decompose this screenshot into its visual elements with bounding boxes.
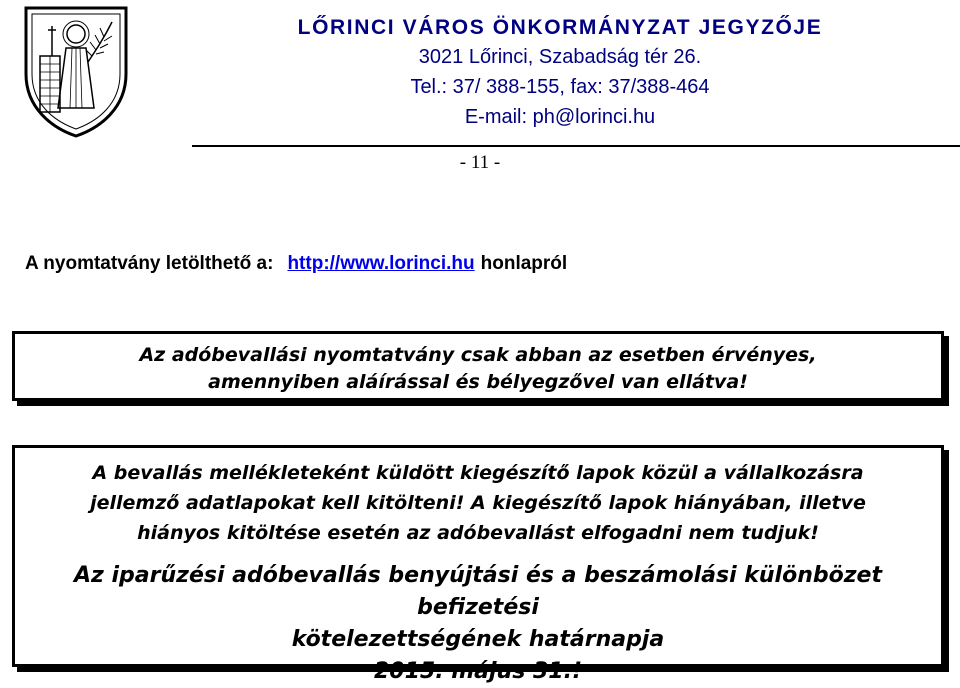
attachments-notice-line-3: hiányos kitöltése esetén az adóbevallást elfogadni nem tudjuk! (137, 522, 819, 544)
page-number: - 11 - (459, 152, 501, 173)
header-divider (192, 145, 960, 147)
deadline-line-2: kötelezettségének határnapja (291, 627, 665, 652)
letterhead (190, 14, 930, 132)
download-suffix: honlapról (480, 253, 568, 274)
office-phone-fax: Tel.: 37/ 388-155, fax: 37/388-464 (410, 76, 710, 98)
signature-notice-line-2: amennyiben aláírással és bélyegzővel van ellátva! (208, 371, 748, 393)
attachments-notice-line-2: jellemző adatlapokat kell kitölteni! A kiegészítő lapok hiányában, illetve (90, 492, 866, 514)
signature-notice-box (12, 331, 944, 401)
office-email: E-mail: ph@lorinci.hu (464, 106, 656, 128)
office-address: 3021 Lőrinci, Szabadság tér 26. (418, 46, 702, 68)
crest-drawing (22, 4, 130, 140)
deadline-date: 2015. május 31.! (374, 659, 582, 684)
website-link[interactable]: http://www.lorinci.hu (287, 253, 475, 274)
deadline-line-1: Az iparűzési adóbevallás benyújtási és a beszámolási különbözet befizetési (74, 563, 882, 620)
town-coat-of-arms-icon (22, 4, 130, 140)
signature-notice-line-1: Az adóbevallási nyomtatvány csak abban az esetben érvényes, (139, 344, 817, 366)
attachments-notice-line-1: A bevallás mellékleteként küldött kiegészítő lapok közül a vállalkozásra (92, 462, 864, 484)
download-prefix: A nyomtatvány letölthető a: (25, 253, 274, 274)
download-line (25, 253, 567, 275)
office-title: LŐRINCI VÁROS ÖNKORMÁNYZAT JEGYZŐJE (297, 16, 823, 39)
attachments-notice-box (12, 445, 944, 684)
